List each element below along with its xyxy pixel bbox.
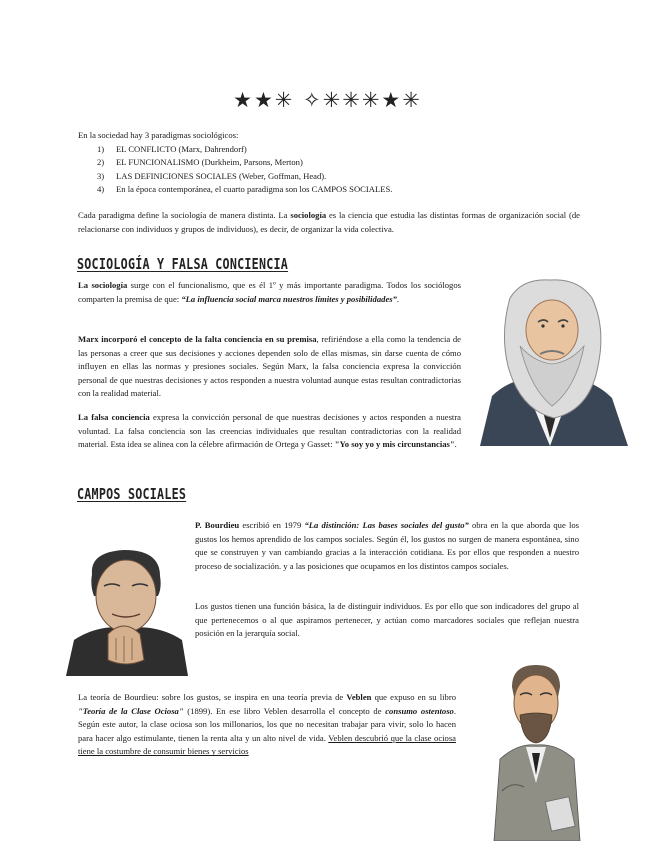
paradigm-paragraph: Cada paradigma define la sociología de manera distinta. La sociología es la ciencia que estudia las distintas formas de organización social (de relacionarse con individuos y grupos de individuos), es decir, de organizar la vida colectiva. (78, 210, 581, 234)
bourdieu-paragraph: P. Bourdieu escribió en 1979 “La distinción: Las bases sociales del gusto” obra en la que aborda que los gustos los hemos aprendido de los campos sociales. Según él, los gustos no surgen de manera espontánea, sino que se construyen y van cambiando gracias a la interacción cotidiana. Es por ellos que responden a nuestro proceso de socialización. y a las posiciones que ocupamos en los distintos campos sociales. (195, 520, 579, 571)
bourdieu-portrait-illustration (64, 548, 190, 676)
gustos-paragraph: Los gustos tienen una función básica, la de distinguir individuos. Es por ello que son indicadores del grupo al que pertenecemos o al que aspiramos pertenecer, y actúan como marcadores sociales que reflejan nuestra posición en la jerarquía social. (195, 601, 579, 639)
marx-portrait-illustration (470, 278, 632, 446)
list-item: 4) En la época contemporánea, el cuarto paradigma son los CAMPOS SOCIALES. (97, 184, 393, 195)
intro-block (78, 129, 583, 197)
intro-lead: En la sociedad hay 3 paradigmas sociológicos: (78, 130, 239, 140)
page-title: ★★✳ ✧✳✳✳★✳ (233, 88, 422, 112)
falsa-conciencia-paragraph: La falsa conciencia expresa la convicción personal de que nuestras decisiones y actos responden a nuestra voluntad. La falsa conciencia son las creencias individuales que resultan contradictorias con la realidad material. Esta idea se alinea con la célebre afirmación de Ortega y Gasset: "Yo soy yo y mis circunstancias". (78, 412, 461, 450)
veblen-paragraph: La teoría de Bourdieu: sobre los gustos, se inspira en una teoría previa de Veblen que expuso en su libro "Teoría de la Clase Ociosa" (1899). En ese libro Veblen desarrolla el concepto de consumo ostentoso. Según este autor, la clase ociosa son los millonarios, los que no necesitan trabajar para vivir, solo lo hacen para hacer algo estimulante, tienen la renta alta y un alto nivel de vida. Veblen descubrió que la clase ociosa tiene la costumbre de consumir bienes y servicios (78, 692, 457, 757)
veblen-portrait-illustration (490, 663, 582, 841)
marx-paragraph: Marx incorporó el concepto de la falta conciencia en su premisa, refiriéndose a ella como la tendencia de las personas a creer que sus decisiones y acciones dependen solo de ellas mismas, sin darse cuenta de cómo influyen en ellas las normas y presiones sociales. Según Marx, la falsa conciencia expresa la convicción personal de que nuestras decisiones y actos responden a nuestra voluntad aunque estas resultan contradictorias con la realidad material. (78, 334, 461, 399)
sociologia-paragraph: La sociología surge con el funcionalismo, que es él 1º y más importante paradigma. Todos los sociólogos comparten la premisa de que: “La influencia social marca nuestros límites y posibilidades”. (78, 280, 461, 304)
section-heading-sociologia: SOCIOLOGÍA Y FALSA CONCIENCIA (77, 255, 289, 273)
list-item: 3) LAS DEFINICIONES SOCIALES (Weber, Goffman, Head). (97, 170, 327, 181)
list-item: 1) EL CONFLICTO (Marx, Dahrendorf) (97, 143, 247, 154)
section-heading-campos: CAMPOS SOCIALES (77, 485, 187, 503)
list-item: 2) EL FUNCIONALISMO (Durkheim, Parsons, Merton) (97, 157, 303, 168)
paradigm-list (78, 143, 583, 197)
